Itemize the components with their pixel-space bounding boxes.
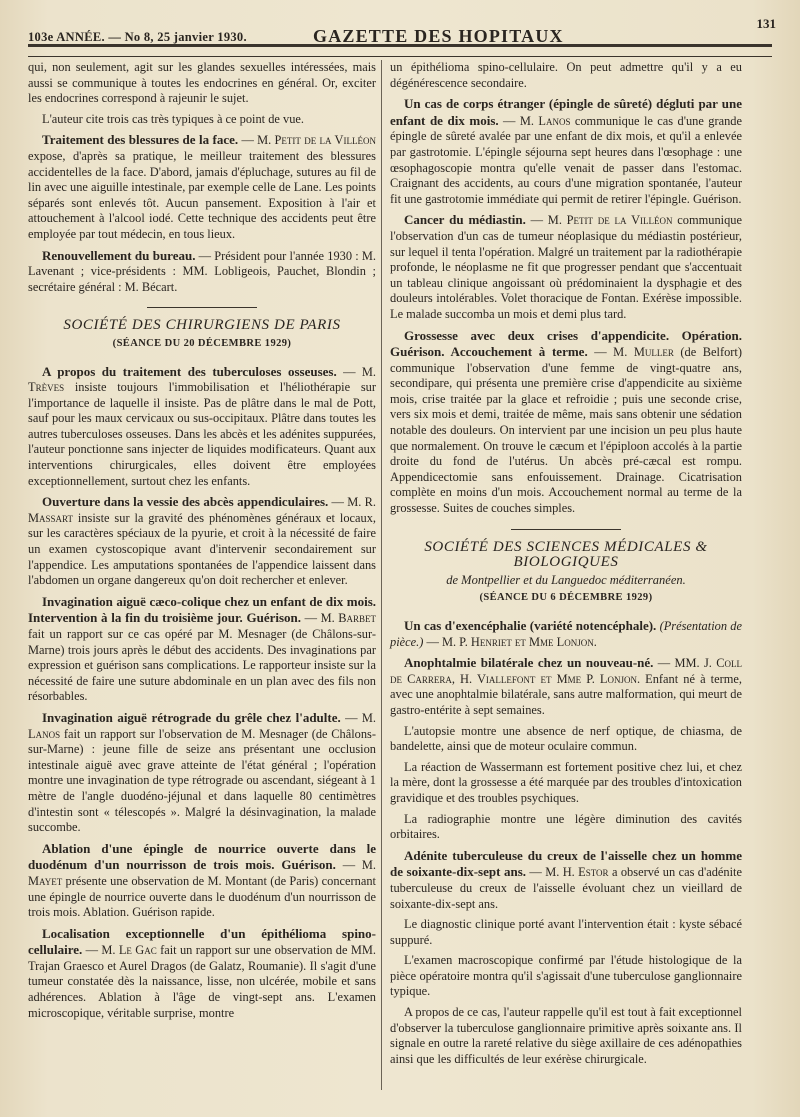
article-author: M. Muller [613, 345, 674, 360]
right-column [390, 60, 742, 1072]
article-author: M. Le Gac [101, 943, 157, 958]
article-body: présente une observation de M. Montant (de Paris) concernant une épingle de nourrice ouverte dans le duodénum d'un nourrisson de trois mois. Ablation. Guérison rapide. [28, 873, 376, 920]
page-number: 131 [756, 16, 776, 31]
article-body: expose, d'après sa pratique, le meilleur traitement des blessures accidentelles de la face. D'abord, jamais d'épluchage, sutures au fil de lin avec une aiguille intestinale, par exemple celle de Lane. Les points séparés sont enlevés tôt. Aucun pansement. Exposition à l'air et attouchement à l'alcool iodé. Cette technique des accidents peut être employée par tout médecin, en tous lieux. [28, 148, 376, 241]
article-body: Enfant né à terme, avec une anophtalmie bilatérale, sans autre malformation, qui meurt de gastro-entérite à sept semaines. [390, 671, 742, 717]
paragraph: L'auteur cite trois cas très typiques à ce point de vue. [42, 111, 305, 126]
article-title: Localisation exceptionnelle d'un épithélioma spino-cellulaire. [28, 925, 376, 958]
paragraph: un épithélioma spino-cellulaire. On peut admettre qu'il y a eu dégénérescence secondaire. [390, 60, 742, 90]
paragraph: L'autopsie montre une absence de nerf optique, de chiasma, de bandelette, ainsi que de moteur oculaire commun. [390, 723, 742, 754]
article: Anophtalmie bilatérale chez un nouveau-né. — MM. J. Coll de Carrera, H. Viallefont et Mme P. Lonjon. Enfant né à terme, avec une anophtalmie bilatérale, sans autre malformation, qui meurt de gastro-entérite à sept semaines. [390, 655, 742, 717]
article-title: Ablation d'une épingle de nourrice ouverte dans le duodénum d'un nourrisson de trois mois. Guérison. [28, 840, 376, 873]
paragraph: Le diagnostic clinique porté avant l'intervention était : kyste sébacé suppuré. [390, 917, 742, 947]
article-body: communique le cas d'une grande épingle de sûreté avalée par une enfant de dix mois, et qu'il a enlevée par gastrotomie. L'épingle séjourna sept heures dans l'œsophage : une œsophagoscopie montra qu'elle venait de passer dans l'estomac. Craignant des accidents, au cours d'une migration spontanée, l'auteur fit une gastrotomie immédiate qui permit de retirer l'épingle. Guérison. [390, 113, 742, 206]
session-date: (SÉANCE DU 20 DÉCEMBRE 1929) [112, 337, 292, 349]
article: Ablation d'une épingle de nourrice ouverte dans le duodénum d'un nourrisson de trois mois. Guérison. — M. Mayet présente une observation de M. Montant (de Paris) concernant une épingle de nourrice ouverte dans le duodénum d'un nourrisson de trois mois. Ablation. Guérison rapide. [28, 840, 376, 920]
article: Cancer du médiastin. — M. Petit de la Villéon communique l'observation d'un cas de tumeur néoplasique du médiastin postérieur, sur lequel il tenta l'opération. Malgré un traitement par la radiothérapie profonde, le néoplasme ne fit que progresser pendant que s'accentuait un tableau clinique angoissant où prédominaient la dysphagie et des douleurs intolérables. Volet thoracique de Fontan. Exérèse impossible. Le malade succomba un mois et demi plus tard. [390, 212, 742, 321]
article-author: M. P. Henriet et Mme Lonjon. [441, 634, 597, 649]
society-heading: SOCIÉTÉ DES CHIRURGIENS DE PARIS [63, 317, 341, 334]
society-subheading: de Montpellier et du Languedoc méditerranéen. [446, 572, 686, 587]
article-author: M. Mayet [28, 858, 376, 888]
article-body: (de Belfort) communique l'observation d'une femme de vingt-quatre ans, secondipare, qui présenta une première crise d'appendicite au sixième mois, crise traitée par la glace et refroidie ; puis une seconde crise, vers six mois et demi, traitée de même, mais sans obtenir une sédation notable des douleurs. On intervient par une incision un peu plus haute que normalement. On trouve le cæcum et l'épiploon accolés à la partie droite du fond de l'utérus. Un abcès pré-cæcal est rompu. Appendicectomie sans enfouissement. Drainage. Cicatrisation complète en moins d'un mois. Accouchement normal au terme de la grossesse. Suites de couches simples. [390, 345, 742, 516]
paragraph: La radiographie montre une légère diminution des cavités orbitaires. [390, 811, 742, 842]
article-title: Cancer du médiastin. [404, 212, 526, 228]
paragraph: A propos de ce cas, l'auteur rappelle qu'il est tout à fait exceptionnel d'observer la tuberculose ganglionnaire primitive après soixante ans. Il signale en outre la rareté relative du siège axillaire de ces adénopathies ainsi que les difficultés de leur exérèse chirurgicale. [390, 1005, 742, 1066]
article-body: insiste sur la gravité des phénomènes généraux et locaux, sur les caractères spéciaux de la pyurie, et croit à la nécessité de faire un examen cystoscopique avant d'intervenir secondairement sur l'appendice. Les amputations spontanées de l'appendice laissent dans l'abdomen un organe dangereux qu'on doit rechercher et enlever. [28, 510, 376, 588]
article: Invagination aiguë cæco-colique chez un enfant de dix mois. Intervention à la fin du troisième jour. Guérison. — M. Barbet fait un rapport sur ce cas opéré par M. Mesnager (de Châlons-sur-Marne) trois jours après le début des accidents. Des invaginations par expression et guérison sans complications. Le rapporteur insiste sur la nécessité de faire une suture abdominale en un plan avec des fils non résorbables. [28, 593, 377, 704]
article-author: M. H. Estor [545, 865, 609, 880]
article-title: Ouverture dans la vessie des abcès appendiculaires. [42, 494, 329, 510]
article-title: Adénite tuberculeuse du creux de l'aisselle chez un homme de soixante-dix-sept ans. [390, 847, 742, 880]
article: Renouvellement du bureau. — Président pour l'année 1930 : M. Lavenant ; vice-présidents : MM. Lobligeois, Pauchet, Blondin ; secrétaire général : M. Bécart. [28, 247, 377, 294]
article: Un cas d'exencéphalie (variété notencéphale). (Présentation de pièce.) — M. P. Henriet et Mme Lonjon. [390, 618, 742, 649]
article: Grossesse avec deux crises d'appendicite. Opération. Guérison. Accouchement à terme. — M. Muller (de Belfort) communique l'observation d'une femme de vingt-quatre ans, secondipare, qui présenta une première crise d'appendicite au sixième mois, crise traitée par la glace et refroidie ; puis une seconde crise, vers six mois et demi, traitée de même, mais sans obtenir une sédation notable des douleurs. On intervient par une incision un peu plus haute que normalement. On trouve le cæcum et l'épiploon accolés à la partie droite du fond de l'utérus. Un abcès pré-cæcal est rompu. Appendicectomie sans enfouissement. Drainage. Cicatrisation complète en moins d'un mois. Accouchement normal au terme de la grossesse. Suites de couches simples. [390, 327, 742, 516]
paragraph: qui, non seulement, agit sur les glandes sexuelles intéressées, mais aussi se communique à toutes les endocrines en général. Or, exciter les endocrines correspond à rajeunir le sujet. [28, 60, 376, 106]
article-title: Traitement des blessures de la face. [42, 132, 239, 148]
article-author: M. Petit de la Villéon [257, 133, 376, 148]
left-column [28, 60, 376, 1026]
journal-title: GAZETTE DES HOPITAUX [313, 26, 564, 46]
header-rule [28, 44, 772, 57]
article-title: Renouvellement du bureau. [42, 247, 196, 263]
paragraph: La réaction de Wassermann est fortement positive chez lui, et chez la mère, dont la grossesse a été marquée par des troubles d'intoxication gravidique et des troubles psychiques. [390, 759, 742, 805]
article-author: M. Barbet [320, 611, 377, 626]
article-body: insiste toujours l'immobilisation et l'héliothérapie sur l'importance de laquelle il insiste. Pas de plâtre dans le mal de Pott, sauf pour les maux cervicaux ou sus-occipitaux. Plâtre dans toutes les autres tuberculoses osseuses. Dans les abcès et les adénites suppurées, l'auteur ponctionne sans injecter de liquides modificateurs. Quant aux interventions chirurgicales, elles doivent être employées exceptionnellement, surtout chez les enfants. [28, 380, 376, 488]
article: Un cas de corps étranger (épingle de sûreté) dégluti par une enfant de dix mois. — M. Lanos communique le cas d'une grande épingle de sûreté avalée par une enfant de dix mois, et qu'il a enlevée par gastrotomie. L'épingle séjourna sept heures dans l'œsophage : une œsophagoscopie montra qu'elle venait de passer dans l'estomac. Craignant des accidents, au cours d'une migration spontanée, l'auteur fit une gastrotomie immédiate qui permit de retirer l'épingle. Guérison. [390, 96, 742, 206]
article: Localisation exceptionnelle d'un épithélioma spino-cellulaire. — M. Le Gac fait un rapport sur une observation de MM. Trajan Graesco et Aurel Dragos (de Galatz, Roumanie). Il s'agit d'une tumeur constatée dès la naissance, lisse, non ulcérée, mobile et sans adhérences. Ablation à l'âge de vingt-sept ans. L'examen microscopique, véritable surprise, montre [28, 925, 376, 1020]
article-body: fait un rapport sur l'observation de M. Mesnager (de Châlons-sur-Marne) : jeune fille de seize ans présentant une occlusion intestinale aiguë avec grave atteinte de l'état général ; l'opération montre une invagination de type rétrograde ou ascendant, siégeant à 1 mètre de l'angle duodéno-jéjunal et dans laquelle 80 centimètres d'intestin sont « télescopés ». Malgré la désinvagination, la malade succombe. [28, 726, 376, 835]
article-author: M. Trèves [28, 364, 376, 395]
article-title: Grossesse avec deux crises d'appendicite. Opération. Guérison. Accouchement à terme. [390, 327, 742, 360]
article-title: Invagination aiguë cæco-colique chez un enfant de dix mois. Intervention à la fin du troisième jour. Guérison. [28, 593, 376, 626]
article-body: Président pour l'année 1930 : M. Lavenant ; vice-présidents : MM. Lobligeois, Pauchet, Blondin ; secrétaire général : M. Bécart. [28, 248, 377, 294]
article-author: M. Lanos [519, 113, 571, 128]
article: Adénite tuberculeuse du creux de l'aisselle chez un homme de soixante-dix-sept ans. — M. H. Estor a observé un cas d'adénite tuberculeuse du creux de l'aisselle évoluant chez un vieillard de soixante-dix-sept ans. [390, 847, 742, 911]
article-author: M. R. Massart [28, 495, 376, 525]
article-note: (Présentation de pièce.) [390, 619, 742, 649]
article-body: fait un rapport sur ce cas opéré par M. Mesnager (de Châlons-sur-Marne) trois jours après le début des accidents. Des invaginations par expression et guérison sans complications. Le rapporteur insiste sur la nécessité de faire une suture abdominale en un plan avec des fils non résorbables. [28, 627, 376, 704]
article: Ouverture dans la vessie des abcès appendiculaires. — M. R. Massart insiste sur la gravité des phénomènes généraux et locaux, sur les caractères spéciaux de la pyurie, et croit à la nécessité de faire un examen cystoscopique avant d'intervenir secondairement sur l'appendice. Les amputations spontanées de l'appendice laissent dans l'abdomen un organe dangereux qu'on doit rechercher et enlever. [28, 494, 376, 588]
paragraph: L'examen macroscopique confirmé par l'étude histologique de la pièce opératoire montra qu'il s'agissait d'une tuberculose ganglionnaire typique. [390, 953, 742, 999]
column-divider [381, 60, 382, 1090]
article-author: MM. J. Coll de Carrera, H. Viallefont et Mme P. Lonjon. [390, 656, 742, 686]
article-body: fait un rapport sur une observation de MM. Trajan Graesco et Aurel Dragos (de Galatz, Roumanie). Il s'agit d'une tumeur constatée dès la naissance, lisse, non ulcérée, mobile et sans adhérences. Ablation à l'âge de vingt-sept ans. L'examen microscopique, véritable surprise, montre [28, 943, 376, 1020]
article-body: a observé un cas d'adénite tuberculeuse du creux de l'aisselle évoluant chez un vieillard de soixante-dix-sept ans. [390, 865, 742, 911]
issue-line: 103e ANNÉE. — No 8, 25 janvier 1930. [28, 30, 247, 44]
article-title: Anophtalmie bilatérale chez un nouveau-né. [404, 655, 654, 671]
session-date: (SÉANCE DU 6 DÉCEMBRE 1929) [479, 592, 653, 604]
separator [511, 529, 621, 530]
article: A propos du traitement des tuberculoses osseuses. — M. Trèves insiste toujours l'immobilisation et l'héliothérapie sur l'importance de laquelle il insiste. Pas de plâtre dans le mal de Pott, sauf pour les maux cervicaux ou sus-occipitaux. Plâtre dans toutes les autres tuberculoses osseuses. Dans les abcès et les adénites suppurées, l'auteur ponctionne sans injecter de liquides modificateurs. Quant aux interventions chirurgicales, elles doivent être employées exceptionnellement, surtout chez les enfants. [28, 363, 376, 488]
article-title: Un cas de corps étranger (épingle de sûreté) dégluti par une enfant de dix mois. [390, 96, 742, 128]
article-title: A propos du traitement des tuberculoses osseuses. [42, 363, 337, 379]
article-author: M. Petit de la Villéon [547, 213, 673, 228]
article-title: Invagination aiguë rétrograde du grêle chez l'adulte. [42, 709, 341, 725]
article-body: communique l'observation d'un cas de tumeur néoplasique du médiastin postérieur, sur lequel il tenta l'opération. Malgré un traitement par la radiothérapie profonde, le néoplasme ne fit que progresser pendant que s'accentuait un tableau clinique angoissant où prédominaient la dysphagie et des douleurs intolérables. Volet thoracique de Fontan. Exérèse impossible. Le malade succomba un mois et demi plus tard. [390, 213, 742, 321]
article: Traitement des blessures de la face. — M. Petit de la Villéon expose, d'après sa pratique, le meilleur traitement des blessures accidentelles de la face. D'abord, jamais d'épluchage, sutures au fil de lin avec une aiguille intestinale, par exemple celle de Lane. Les points séparés sont enlevés tôt. Aucun pansement. Exposition à l'air et attouchement à l'alcool iodé. Cette technique des accidents peut être employée par tout médecin, en tous lieux. [28, 132, 376, 241]
article-title: Un cas d'exencéphalie (variété notencéphale). [404, 618, 657, 633]
separator [147, 307, 257, 308]
society-heading: SOCIÉTÉ DES SCIENCES MÉDICALES & BIOLOGIQUES [424, 538, 708, 571]
page-header [28, 14, 780, 48]
article-author: M. Lanos [28, 710, 376, 741]
article: Invagination aiguë rétrograde du grêle chez l'adulte. — M. Lanos fait un rapport sur l'observation de M. Mesnager (de Châlons-sur-Marne) : jeune fille de seize ans présentant une occlusion intestinale aiguë avec grave atteinte de l'état général ; l'opération montre une invagination de type rétrograde ou ascendant, siégeant à 1 mètre de l'angle duodéno-jéjunal et dans laquelle 80 centimètres d'intestin sont « télescopés ». Malgré la désinvagination, la malade succombe. [28, 709, 376, 835]
